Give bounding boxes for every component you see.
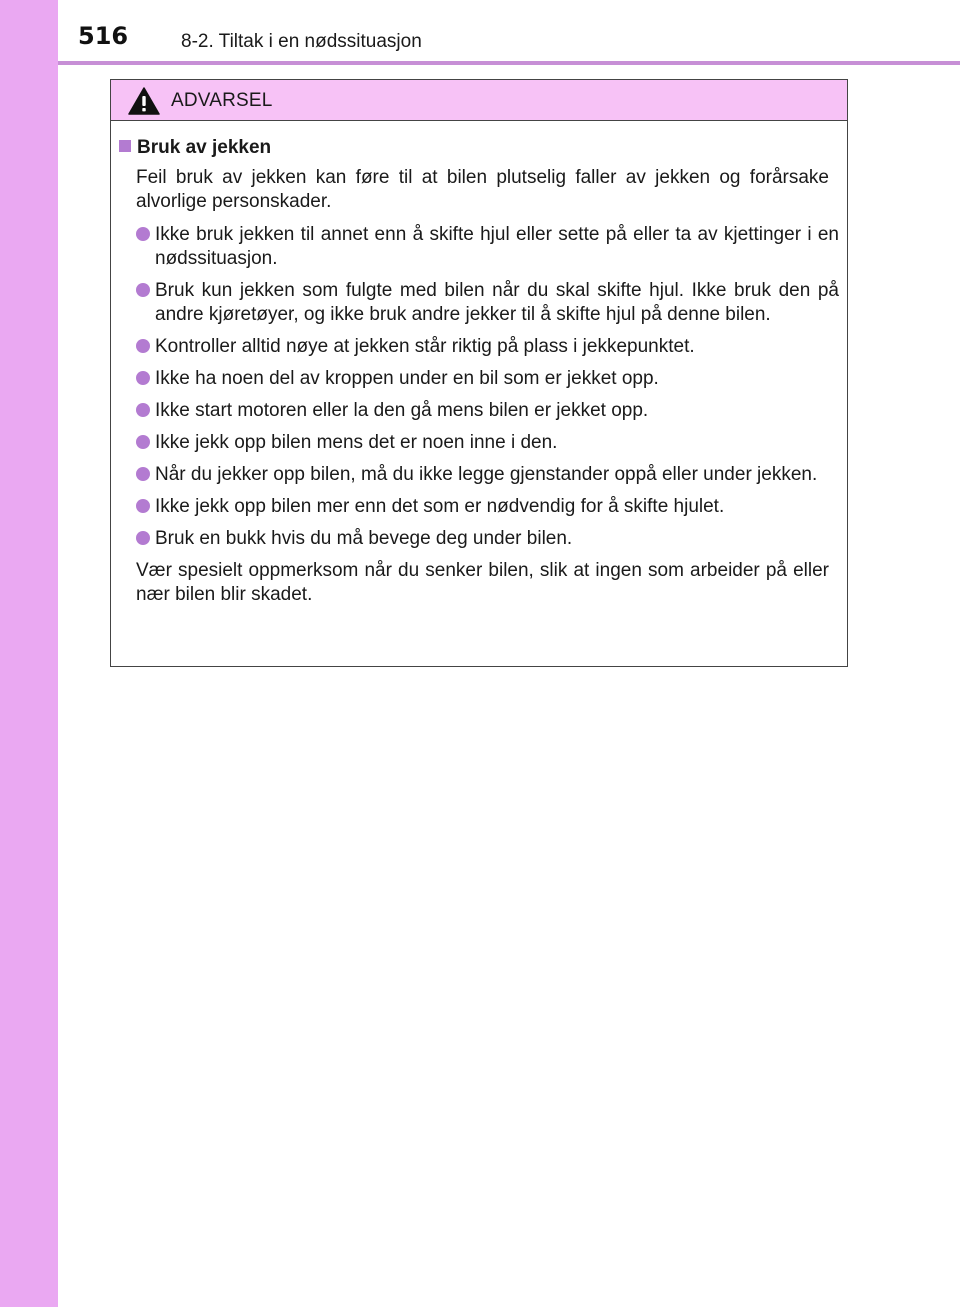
section-title: 8-2. Tiltak i en nødssituasjon <box>181 31 422 52</box>
list-item <box>119 335 839 359</box>
list-item <box>119 463 839 487</box>
bullet-dot-icon <box>136 435 150 449</box>
list-item-text: Bruk kun jekken som fulgte med bilen når du skal skifte hjul. Ikke bruk den på andre kjøretøyer, og ikke bruk andre jekker til å skifte hjul på denne bilen. <box>155 280 839 325</box>
warning-subheading <box>119 136 839 160</box>
list-item-text: Ikke start motoren eller la den gå mens bilen er jekket opp. <box>155 400 649 421</box>
list-item-text: Kontroller alltid nøye at jekken står riktig på plass i jekkepunktet. <box>155 336 695 357</box>
list-item <box>119 527 839 551</box>
warning-body <box>111 121 847 607</box>
list-item <box>119 495 839 519</box>
bullet-dot-icon <box>136 403 150 417</box>
list-item-text: Ikke ha noen del av kroppen under en bil som er jekket opp. <box>155 368 659 389</box>
bullet-dot-icon <box>136 531 150 545</box>
bullet-dot-icon <box>136 499 150 513</box>
bullet-dot-icon <box>136 467 150 481</box>
list-item-text: Ikke bruk jekken til annet enn å skifte hjul eller sette på eller ta av kjettinger i en nødssituasjon. <box>155 224 839 269</box>
bullet-dot-icon <box>136 227 150 241</box>
intro-paragraph: Feil bruk av jekken kan føre til at bilen plutselig faller av jekken og forårsake alvorlige personskader. <box>136 167 829 212</box>
list-item <box>119 279 839 327</box>
chapter-side-band <box>0 0 58 1307</box>
list-item <box>119 431 839 455</box>
warning-header <box>111 80 847 121</box>
square-bullet-icon <box>119 140 131 152</box>
warning-box <box>110 79 848 667</box>
list-item-text: Bruk en bukk hvis du må bevege deg under bilen. <box>155 528 573 549</box>
list-item <box>119 223 839 271</box>
list-item <box>119 399 839 423</box>
bullet-dot-icon <box>136 371 150 385</box>
page-number: 516 <box>78 22 129 50</box>
list-item-text: Ikke jekk opp bilen mens det er noen inne i den. <box>155 432 558 453</box>
warning-title: ADVARSEL <box>171 90 273 111</box>
closing-paragraph: Vær spesielt oppmerksom når du senker bilen, slik at ingen som arbeider på eller nær bilen blir skadet. <box>136 560 829 605</box>
bullet-dot-icon <box>136 339 150 353</box>
list-item <box>119 367 839 391</box>
header-divider <box>58 61 960 65</box>
subheading-text: Bruk av jekken <box>137 137 272 158</box>
warning-triangle-icon <box>128 87 160 115</box>
list-item-text: Ikke jekk opp bilen mer enn det som er nødvendig for å skifte hjulet. <box>155 496 725 517</box>
bullet-dot-icon <box>136 283 150 297</box>
list-item-text: Når du jekker opp bilen, må du ikke legge gjenstander oppå eller under jekken. <box>155 464 818 485</box>
